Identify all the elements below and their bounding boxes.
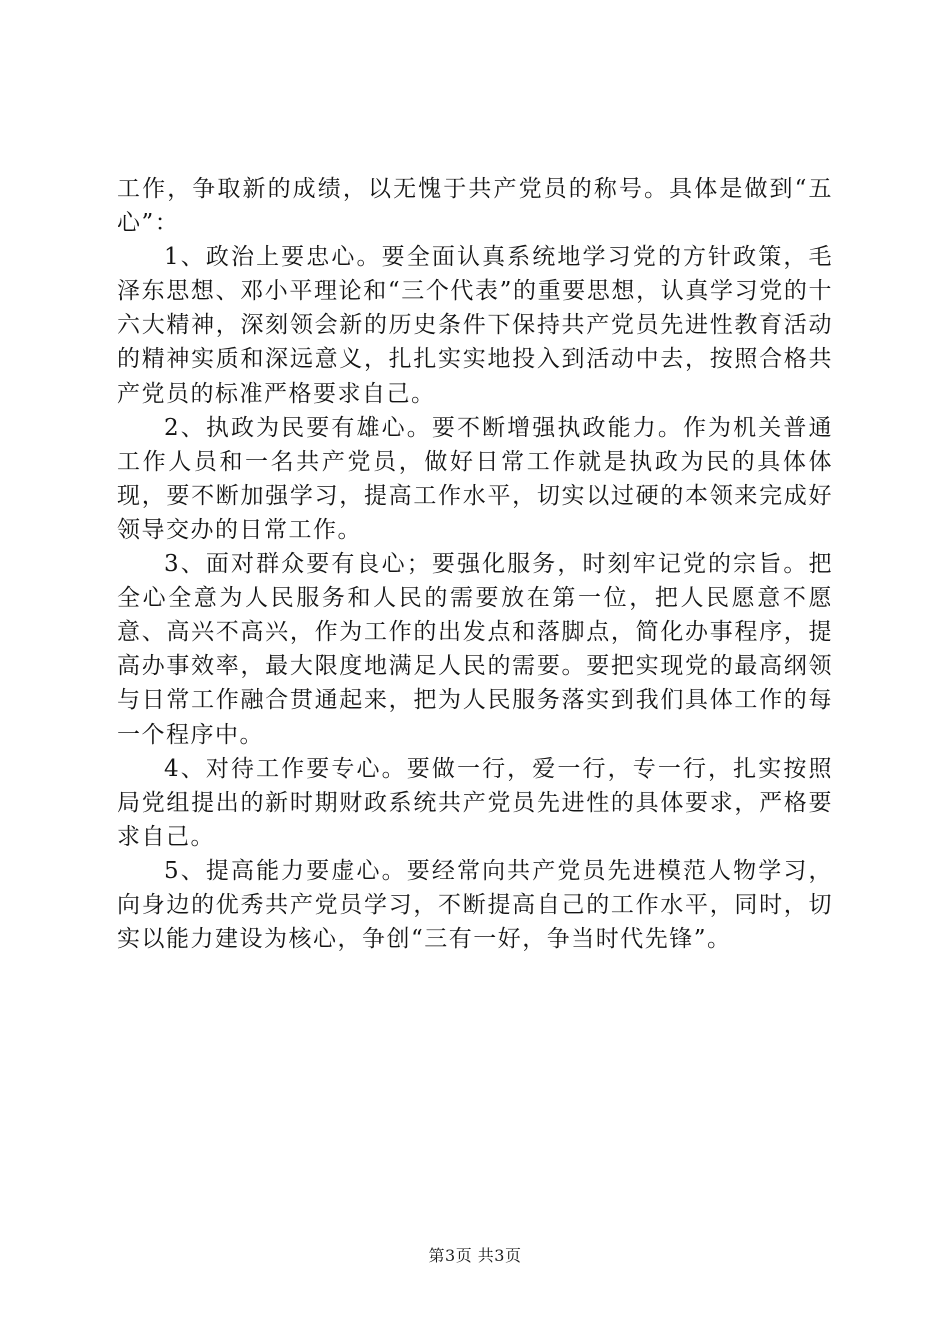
paragraph-item-1: 1、政治上要忠心。要全面认真系统地学习党的方针政策，毛泽东思想、邓小平理论和“三个代表”的重要思想，认真学习党的十六大精神，深刻领会新的历史条件下保持共产党员先进性教育活动的精神实质和深远意义，扎扎实实地投入到活动中去，按照合格共产党员的标准严格要求自己。	[117, 244, 833, 407]
paragraph-intro: 工作，争取新的成绩，以无愧于共产党员的称号。具体是做到“五心”：	[117, 176, 833, 237]
paragraph-item-3: 3、面对群众要有良心；要强化服务，时刻牢记党的宗旨。把全心全意为人民服务和人民的需要放在第一位，把人民愿意不愿意、高兴不高兴，作为工作的出发点和落脚点，简化办事程序，提高办事效率，最大限度地满足人民的需要。要把实现党的最高纲领与日常工作融合贯通起来，把为人民服务落实到我们具体工作的每一个程序中。	[117, 551, 833, 748]
page-number-label: 第3页 共3页	[428, 1246, 522, 1265]
paragraph-item-5: 5、提高能力要虚心。要经常向共产党员先进模范人物学习，向身边的优秀共产党员学习，不断提高自己的工作水平，同时，切实以能力建设为核心，争创“三有一好，争当时代先锋”。	[117, 857, 833, 953]
page-footer	[0, 1243, 950, 1266]
paragraph-item-4: 4、对待工作要专心。要做一行，爱一行，专一行，扎实按照局党组提出的新时期财政系统共产党员先进性的具体要求，严格要求自己。	[117, 755, 833, 850]
paragraph-item-2: 2、执政为民要有雄心。要不断增强执政能力。作为机关普通工作人员和一名共产党员，做好日常工作就是执政为民的具体体现，要不断加强学习，提高工作水平，切实以过硬的本领来完成好领导交办的日常工作。	[117, 414, 833, 543]
document-body	[117, 172, 833, 956]
